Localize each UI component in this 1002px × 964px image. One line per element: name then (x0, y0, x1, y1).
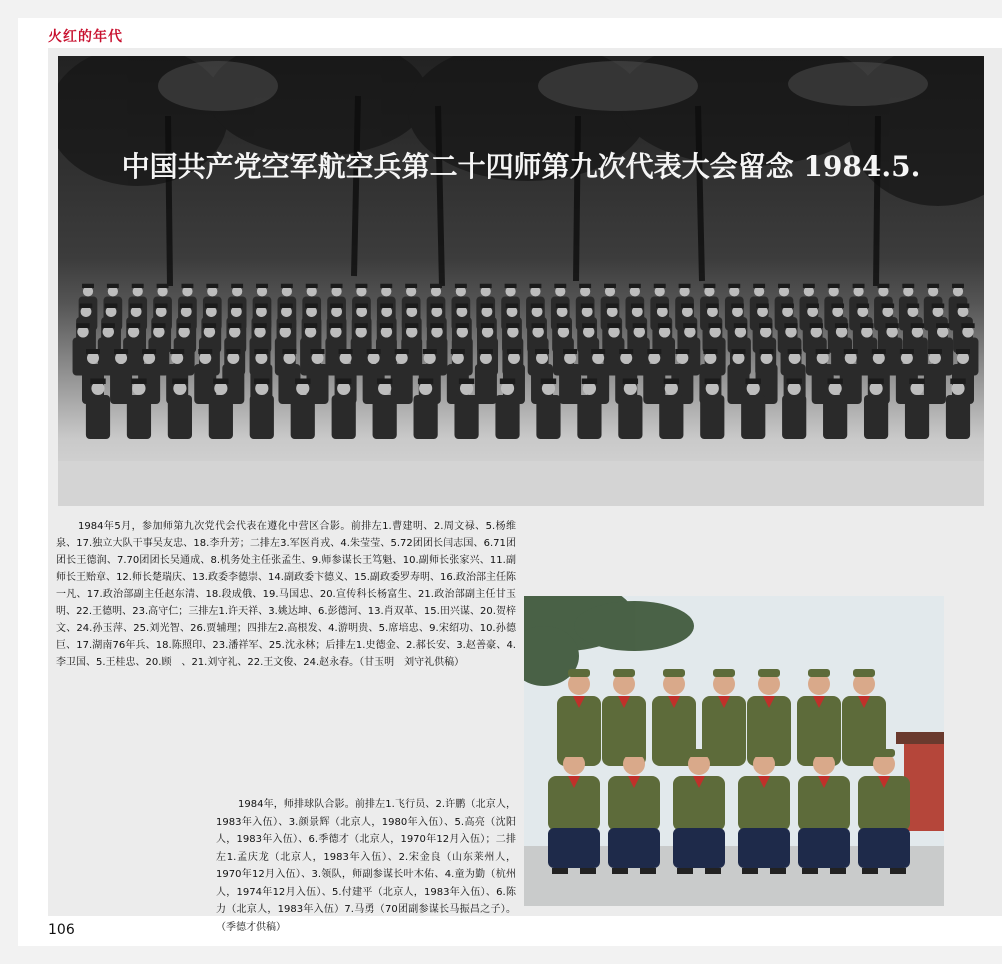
caption-party-congress: 1984年5月，参加师第九次党代会代表在遵化中营区合影。前排左1.曹建明、2.周文禄、5.杨维泉、17.独立大队干事吴友忠、18.李升芳；二排左3.军医肖戎、4.朱莹莹、5.72团团长闫志国、6.71团团长王德润、7.70团团长吴通成、8.机务处主任张孟生、9.师参谋长王笃魁、10.副师长张家兴、11.副师长王贻章、12.师长楚瑞庆、13.政委李德崇、14.副政委卞德义、15.副政委罗寿明、16.政治部主任陈一凡、17.政治部副主任赵东清、18.段成俄、19.马国忠、20.宣传科长杨富生、21.政治部副主任甘玉明、22.王德明、23.高守仁；三排左1.许天祥、3.姚达坤、6.彭德河、13.肖双革、15.田兴谋、20.贺梓文、24.孙玉萍、25.刘光智、26.贾辅理；四排左2.高根发、4.游明贵、5.席培忠、9.宋绍功、10.孙德巨、17.湖南76年兵、18.陈照印、23.潘祥军、25.沈永林；后排左1.史德金、2.郝长安、3.赵善豪、4.李卫国、5.王桂忠、20.顾 、21.刘守礼、22.王文俊、24.赵永春。（甘玉明 刘守礼供稿） (56, 521, 516, 668)
page-number: 106 (48, 922, 75, 938)
section-title: 火红的年代 (48, 29, 123, 45)
magazine-page (18, 18, 1002, 946)
group-photo-party-congress (58, 56, 984, 506)
caption-volleyball-team: 1984年，师排球队合影。前排左1.飞行员、2.许鹏（北京人，1983年入伍）、3.颜景辉（北京人，1980年入伍）、5.高亮（沈阳人，1983年入伍）、6.季德才（北京人，1970年12月入伍）；二排左1.孟庆龙（北京人，1983年入伍）、2.宋金良（山东莱州人，1970年12月入伍）、3.领队，师副参谋长叶木佑、4.童为勤（杭州人，1974年12月入伍）、5.付建平（北京人，1983年入伍）、6.陈力（北京人，1983年入伍）7.马勇（70团副参谋长马振昌之子）。（季德才供稿） (216, 799, 516, 933)
volleyball-photo-drawing (524, 596, 944, 906)
group-photo-drawing (58, 56, 984, 506)
photo-inscription: 中国共产党空军航空兵第二十四师第九次代表大会留念 1984.5. (121, 150, 921, 183)
volleyball-team-photo (524, 596, 944, 906)
